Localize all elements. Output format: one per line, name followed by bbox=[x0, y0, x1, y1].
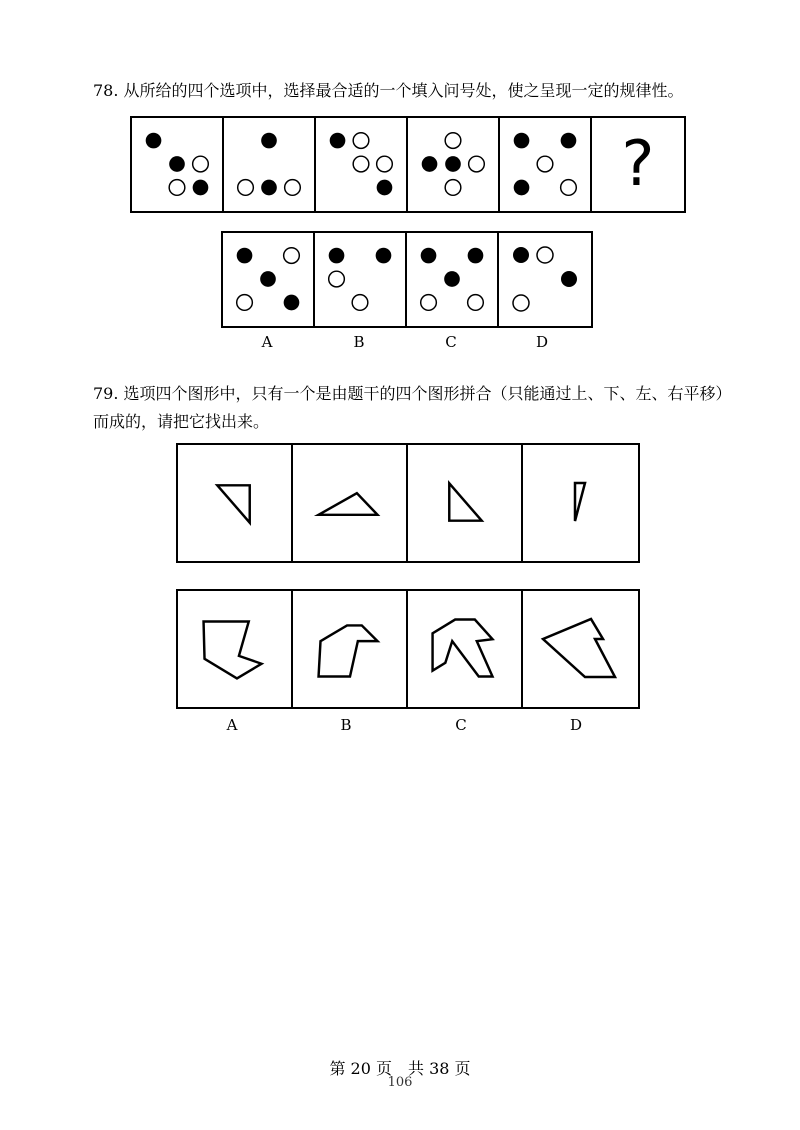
given-shape-1 bbox=[178, 445, 293, 561]
given-shape-4 bbox=[523, 445, 638, 561]
question-78-sequence bbox=[130, 116, 686, 213]
option-a-figure[interactable] bbox=[223, 233, 315, 326]
option-a-label: A bbox=[261, 333, 273, 351]
option-c-shape[interactable] bbox=[408, 591, 523, 707]
question-78-options bbox=[221, 231, 593, 328]
option-c-label: C bbox=[455, 716, 467, 734]
question-79-text: 79. 选项四个图形中，只有一个是由题干的四个图形拼合（只能通过上、下、左、右平移）而成的，请把它找出来。 bbox=[93, 384, 732, 431]
option-a-label: A bbox=[226, 716, 238, 734]
option-b-label: B bbox=[353, 333, 365, 351]
question-79-given-shapes bbox=[176, 443, 640, 563]
sequence-figure-3 bbox=[316, 118, 408, 211]
option-b-label: B bbox=[340, 716, 352, 734]
given-shape-2 bbox=[293, 445, 408, 561]
page-number: 106 bbox=[387, 1075, 413, 1090]
option-b-figure[interactable] bbox=[315, 233, 407, 326]
sequence-figure-2 bbox=[224, 118, 316, 211]
question-79-options bbox=[176, 589, 640, 709]
option-d-shape[interactable] bbox=[523, 591, 638, 707]
sequence-figure-1 bbox=[132, 118, 224, 211]
question-78-text: 78. 从所给的四个选项中，选择最合适的一个填入问号处，使之呈现一定的规律性。 bbox=[93, 81, 684, 100]
option-d-label: D bbox=[535, 333, 549, 351]
sequence-unknown bbox=[592, 118, 684, 211]
given-shape-3 bbox=[408, 445, 523, 561]
option-a-shape[interactable] bbox=[178, 591, 293, 707]
option-c-label: C bbox=[445, 333, 457, 351]
option-c-figure[interactable] bbox=[407, 233, 499, 326]
option-d-label: D bbox=[569, 716, 583, 734]
option-b-shape[interactable] bbox=[293, 591, 408, 707]
sequence-figure-5 bbox=[500, 118, 592, 211]
question-mark: ? bbox=[621, 127, 655, 200]
page-indicator: 第 20 页 共 38 页 bbox=[329, 1059, 471, 1078]
sequence-figure-4 bbox=[408, 118, 500, 211]
option-d-figure[interactable] bbox=[499, 233, 591, 326]
